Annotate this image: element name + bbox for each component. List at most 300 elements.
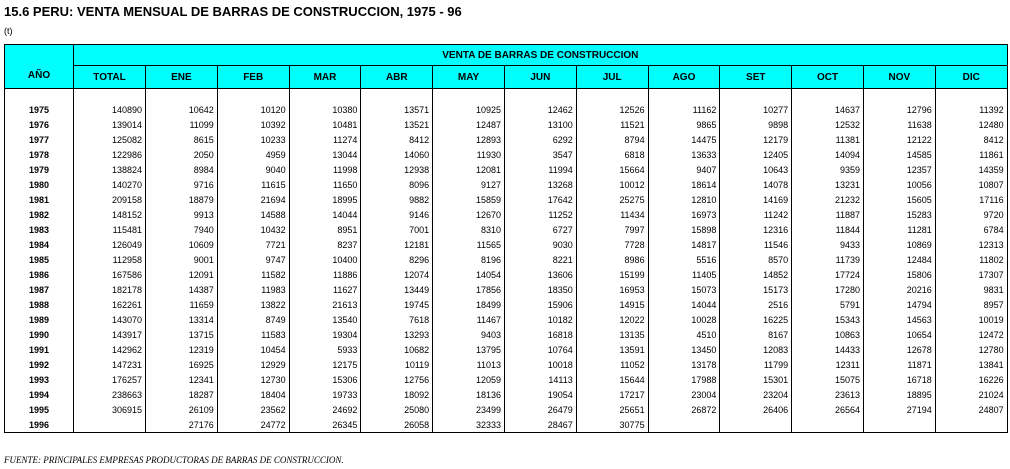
month-value-cell: 12341: [146, 372, 218, 387]
month-value-cell: 12780: [935, 342, 1007, 357]
total-cell: 162261: [74, 297, 146, 312]
month-value-cell: 17724: [792, 267, 864, 282]
month-value-cell: 11565: [433, 237, 505, 252]
month-value-cell: 17116: [935, 192, 1007, 207]
total-cell: 140270: [74, 177, 146, 192]
month-value-cell: 9913: [146, 207, 218, 222]
month-value-cell: 7728: [576, 237, 648, 252]
month-value-cell: 8794: [576, 132, 648, 147]
table-row: [5, 147, 1008, 162]
month-value-cell: 14044: [648, 297, 720, 312]
month-value-cell: 15283: [863, 207, 935, 222]
month-value-cell: 14169: [720, 192, 792, 207]
month-value-cell: 8412: [361, 132, 433, 147]
month-value-cell: 10609: [146, 237, 218, 252]
month-value-cell: 10018: [504, 357, 576, 372]
month-value-cell: 9127: [433, 177, 505, 192]
month-value-cell: 9898: [720, 117, 792, 132]
year-cell: 1988: [5, 297, 74, 312]
total-cell: 126049: [74, 237, 146, 252]
month-value-cell: 25651: [576, 402, 648, 417]
month-value-cell: 19733: [289, 387, 361, 402]
month-value-cell: 4510: [648, 327, 720, 342]
month-value-cell: 18404: [217, 387, 289, 402]
table-row: [5, 117, 1008, 132]
month-value-cell: 6727: [504, 222, 576, 237]
table-row: [5, 282, 1008, 297]
month-value-cell: 12091: [146, 267, 218, 282]
month-value-cell: 9720: [935, 207, 1007, 222]
month-value-cell: 24772: [217, 417, 289, 433]
total-cell: 122986: [74, 147, 146, 162]
table-row: [5, 402, 1008, 417]
month-value-cell: 12487: [433, 117, 505, 132]
month-value-cell: 23562: [217, 402, 289, 417]
total-cell: 306915: [74, 402, 146, 417]
month-value-cell: 19745: [361, 297, 433, 312]
month-value-cell: 14054: [433, 267, 505, 282]
month-value-cell: 10019: [935, 312, 1007, 327]
month-value-cell: 8296: [361, 252, 433, 267]
month-value-cell: 6292: [504, 132, 576, 147]
year-cell: 1995: [5, 402, 74, 417]
month-value-cell: 26872: [648, 402, 720, 417]
month-value-cell: 11659: [146, 297, 218, 312]
month-value-cell: 9865: [648, 117, 720, 132]
month-value-cell: 10432: [217, 222, 289, 237]
month-value-cell: 15859: [433, 192, 505, 207]
month-value-cell: 15306: [289, 372, 361, 387]
table-row: [5, 102, 1008, 117]
month-value-cell: 14563: [863, 312, 935, 327]
month-value-cell: 12179: [720, 132, 792, 147]
month-value-cell: 10233: [217, 132, 289, 147]
column-header-jun: JUN: [504, 66, 576, 89]
year-cell: 1982: [5, 207, 74, 222]
table-row: [5, 177, 1008, 192]
year-cell: 1975: [5, 102, 74, 117]
month-value-cell: 3547: [504, 147, 576, 162]
month-value-cell: 18879: [146, 192, 218, 207]
month-value-cell: 11930: [433, 147, 505, 162]
table-row: [5, 372, 1008, 387]
total-cell: 115481: [74, 222, 146, 237]
year-cell: 1980: [5, 177, 74, 192]
month-value-cell: 12405: [720, 147, 792, 162]
table-row: [5, 417, 1008, 433]
column-header-abr: ABR: [361, 66, 433, 89]
year-cell: 1991: [5, 342, 74, 357]
month-value-cell: 12357: [863, 162, 935, 177]
month-value-cell: 5933: [289, 342, 361, 357]
month-value-cell: 10028: [648, 312, 720, 327]
month-value-cell: 25080: [361, 402, 433, 417]
month-value-cell: 16973: [648, 207, 720, 222]
month-value-cell: 16925: [146, 357, 218, 372]
month-value-cell: 11052: [576, 357, 648, 372]
column-header-set: SET: [720, 66, 792, 89]
total-cell: 176257: [74, 372, 146, 387]
month-value-cell: 18995: [289, 192, 361, 207]
month-value-cell: 23613: [792, 387, 864, 402]
month-value-cell: 15664: [576, 162, 648, 177]
month-value-cell: 13715: [146, 327, 218, 342]
month-value-cell: 10643: [720, 162, 792, 177]
month-value-cell: 10642: [146, 102, 218, 117]
month-value-cell: 8615: [146, 132, 218, 147]
month-value-cell: 19054: [504, 387, 576, 402]
year-cell: 1989: [5, 312, 74, 327]
month-value-cell: 11434: [576, 207, 648, 222]
month-value-cell: 11405: [648, 267, 720, 282]
month-value-cell: 23499: [433, 402, 505, 417]
month-value-cell: 26109: [146, 402, 218, 417]
column-header-mar: MAR: [289, 66, 361, 89]
month-value-cell: 27194: [863, 402, 935, 417]
month-value-cell: 12074: [361, 267, 433, 282]
month-value-cell: 18499: [433, 297, 505, 312]
month-value-cell: 9747: [217, 252, 289, 267]
month-value-cell: 15343: [792, 312, 864, 327]
month-value-cell: 16953: [576, 282, 648, 297]
month-value-cell: 8310: [433, 222, 505, 237]
month-value-cell: 18287: [146, 387, 218, 402]
month-value-cell: 10119: [361, 357, 433, 372]
year-cell: 1976: [5, 117, 74, 132]
total-cell: 138824: [74, 162, 146, 177]
month-value-cell: 10764: [504, 342, 576, 357]
month-value-cell: 10454: [217, 342, 289, 357]
month-value-cell: 13633: [648, 147, 720, 162]
month-value-cell: 13231: [792, 177, 864, 192]
month-value-cell: 14588: [217, 207, 289, 222]
month-value-cell: 14585: [863, 147, 935, 162]
year-cell: 1985: [5, 252, 74, 267]
month-value-cell: 8984: [146, 162, 218, 177]
table-row: [5, 267, 1008, 282]
month-value-cell: 12893: [433, 132, 505, 147]
month-value-cell: 11242: [720, 207, 792, 222]
month-value-cell: 7997: [576, 222, 648, 237]
month-value-cell: 11615: [217, 177, 289, 192]
month-value-cell: 14475: [648, 132, 720, 147]
month-value-cell: 15075: [792, 372, 864, 387]
total-cell: 238663: [74, 387, 146, 402]
month-value-cell: 13100: [504, 117, 576, 132]
month-value-cell: 13571: [361, 102, 433, 117]
month-value-cell: 9001: [146, 252, 218, 267]
month-value-cell: 8957: [935, 297, 1007, 312]
month-value-cell: 18350: [504, 282, 576, 297]
total-cell: 125082: [74, 132, 146, 147]
month-value-cell: 2516: [720, 297, 792, 312]
month-value-cell: 10182: [504, 312, 576, 327]
month-value-cell: 17217: [576, 387, 648, 402]
year-cell: 1986: [5, 267, 74, 282]
month-value-cell: 14113: [504, 372, 576, 387]
table-row: [5, 312, 1008, 327]
month-value-cell: 28467: [504, 417, 576, 433]
month-value-cell: 13293: [361, 327, 433, 342]
month-value-cell: 5516: [648, 252, 720, 267]
month-value-cell: 12938: [361, 162, 433, 177]
month-value-cell: 8196: [433, 252, 505, 267]
total-cell: 182178: [74, 282, 146, 297]
month-value-cell: 6818: [576, 147, 648, 162]
month-value-cell: 11799: [720, 357, 792, 372]
month-value-cell: 18136: [433, 387, 505, 402]
month-value-cell: 12670: [433, 207, 505, 222]
total-cell: 139014: [74, 117, 146, 132]
month-value-cell: 9433: [792, 237, 864, 252]
month-value-cell: 14359: [935, 162, 1007, 177]
group-header: VENTA DE BARRAS DE CONSTRUCCION: [74, 45, 1008, 66]
month-value-cell: 13540: [289, 312, 361, 327]
month-value-cell: 15199: [576, 267, 648, 282]
month-value-cell: 11521: [576, 117, 648, 132]
month-value-cell: 11467: [433, 312, 505, 327]
table-row: [5, 252, 1008, 267]
month-value-cell: 27176: [146, 417, 218, 433]
table-row: [5, 207, 1008, 222]
column-header-ene: ENE: [146, 66, 218, 89]
total-cell: 143070: [74, 312, 146, 327]
month-value-cell: 10654: [863, 327, 935, 342]
month-value-cell: 9040: [217, 162, 289, 177]
month-value-cell: 9882: [361, 192, 433, 207]
month-value-cell: 10925: [433, 102, 505, 117]
month-value-cell: 11887: [792, 207, 864, 222]
month-value-cell: 6784: [935, 222, 1007, 237]
column-header-oct: OCT: [792, 66, 864, 89]
table-row: [5, 192, 1008, 207]
month-value-cell: 11583: [217, 327, 289, 342]
total-cell: 143917: [74, 327, 146, 342]
month-value-cell: 10277: [720, 102, 792, 117]
month-value-cell: 12175: [289, 357, 361, 372]
total-cell: 209158: [74, 192, 146, 207]
month-value-cell: 11281: [863, 222, 935, 237]
month-value-cell: 14794: [863, 297, 935, 312]
month-value-cell: 14637: [792, 102, 864, 117]
month-value-cell: 11638: [863, 117, 935, 132]
month-value-cell: 13268: [504, 177, 576, 192]
column-header-jul: JUL: [576, 66, 648, 89]
month-value-cell: 11381: [792, 132, 864, 147]
month-value-cell: 17988: [648, 372, 720, 387]
month-value-cell: 32333: [433, 417, 505, 433]
month-value-cell: [935, 417, 1007, 433]
month-value-cell: 10869: [863, 237, 935, 252]
month-value-cell: 12484: [863, 252, 935, 267]
year-cell: 1994: [5, 387, 74, 402]
month-value-cell: 18895: [863, 387, 935, 402]
month-value-cell: 11650: [289, 177, 361, 192]
month-value-cell: 14078: [720, 177, 792, 192]
month-value-cell: 11392: [935, 102, 1007, 117]
month-value-cell: 12122: [863, 132, 935, 147]
total-cell: 147231: [74, 357, 146, 372]
spacer-row: [5, 89, 1008, 103]
month-value-cell: 10120: [217, 102, 289, 117]
year-cell: 1983: [5, 222, 74, 237]
month-value-cell: 11861: [935, 147, 1007, 162]
table-row: [5, 387, 1008, 402]
month-value-cell: 7618: [361, 312, 433, 327]
total-cell: 112958: [74, 252, 146, 267]
month-value-cell: 11162: [648, 102, 720, 117]
month-value-cell: 13135: [576, 327, 648, 342]
month-value-cell: 12462: [504, 102, 576, 117]
month-value-cell: 15605: [863, 192, 935, 207]
column-header-feb: FEB: [217, 66, 289, 89]
month-value-cell: 11252: [504, 207, 576, 222]
month-value-cell: 13521: [361, 117, 433, 132]
source-note: FUENTE: PRINCIPALES EMPRESAS PRODUCTORAS DE BARRAS DE CONSTRUCCION.: [4, 455, 344, 465]
month-value-cell: 21232: [792, 192, 864, 207]
table-row: [5, 297, 1008, 312]
month-value-cell: 12730: [217, 372, 289, 387]
month-value-cell: 8237: [289, 237, 361, 252]
month-value-cell: 21694: [217, 192, 289, 207]
year-cell: 1987: [5, 282, 74, 297]
table-row: [5, 222, 1008, 237]
month-value-cell: 11886: [289, 267, 361, 282]
month-value-cell: 25275: [576, 192, 648, 207]
year-cell: 1990: [5, 327, 74, 342]
month-value-cell: 8749: [217, 312, 289, 327]
month-value-cell: [720, 417, 792, 433]
month-value-cell: 13178: [648, 357, 720, 372]
month-value-cell: 8221: [504, 252, 576, 267]
total-cell: 148152: [74, 207, 146, 222]
data-table-container: [4, 44, 1007, 433]
month-value-cell: 15806: [863, 267, 935, 282]
page-title: 15.6 PERU: VENTA MENSUAL DE BARRAS DE CONSTRUCCION, 1975 - 96: [4, 4, 462, 19]
month-value-cell: 13795: [433, 342, 505, 357]
month-value-cell: 13606: [504, 267, 576, 282]
month-value-cell: 9407: [648, 162, 720, 177]
month-value-cell: 18092: [361, 387, 433, 402]
month-value-cell: 9403: [433, 327, 505, 342]
table-row: [5, 342, 1008, 357]
month-value-cell: 26345: [289, 417, 361, 433]
month-value-cell: 12316: [720, 222, 792, 237]
month-value-cell: 11627: [289, 282, 361, 297]
month-value-cell: 21613: [289, 297, 361, 312]
month-value-cell: 12526: [576, 102, 648, 117]
month-value-cell: 15073: [648, 282, 720, 297]
month-value-cell: 10863: [792, 327, 864, 342]
total-cell: 140890: [74, 102, 146, 117]
month-value-cell: 26564: [792, 402, 864, 417]
month-value-cell: 12319: [146, 342, 218, 357]
month-value-cell: 17642: [504, 192, 576, 207]
month-value-cell: 11994: [504, 162, 576, 177]
month-value-cell: 10481: [289, 117, 361, 132]
unit-label: (t): [4, 26, 13, 36]
month-value-cell: 15644: [576, 372, 648, 387]
month-value-cell: [792, 417, 864, 433]
month-value-cell: 11802: [935, 252, 1007, 267]
year-cell: 1977: [5, 132, 74, 147]
table-row: [5, 237, 1008, 252]
month-value-cell: 12756: [361, 372, 433, 387]
month-value-cell: 15301: [720, 372, 792, 387]
month-value-cell: 14060: [361, 147, 433, 162]
total-cell: 167586: [74, 267, 146, 282]
month-value-cell: 16818: [504, 327, 576, 342]
month-value-cell: 12022: [576, 312, 648, 327]
month-value-cell: 12083: [720, 342, 792, 357]
column-header-may: MAY: [433, 66, 505, 89]
month-value-cell: 30775: [576, 417, 648, 433]
table-row: [5, 132, 1008, 147]
month-value-cell: 12313: [935, 237, 1007, 252]
month-value-cell: 2050: [146, 147, 218, 162]
month-value-cell: 11844: [792, 222, 864, 237]
total-cell: [74, 417, 146, 433]
month-value-cell: 21024: [935, 387, 1007, 402]
year-cell: 1978: [5, 147, 74, 162]
year-cell: 1992: [5, 357, 74, 372]
month-value-cell: 16225: [720, 312, 792, 327]
month-value-cell: 14433: [792, 342, 864, 357]
month-value-cell: 24692: [289, 402, 361, 417]
month-value-cell: 12472: [935, 327, 1007, 342]
year-cell: 1993: [5, 372, 74, 387]
month-value-cell: 14094: [792, 147, 864, 162]
column-header-dic: DIC: [935, 66, 1007, 89]
table-row: [5, 327, 1008, 342]
month-value-cell: 7940: [146, 222, 218, 237]
month-value-cell: 12532: [792, 117, 864, 132]
column-header-nov: NOV: [863, 66, 935, 89]
month-value-cell: 10380: [289, 102, 361, 117]
year-cell: 1979: [5, 162, 74, 177]
month-value-cell: 17307: [935, 267, 1007, 282]
month-value-cell: 17280: [792, 282, 864, 297]
month-value-cell: 26479: [504, 402, 576, 417]
column-header-ago: AGO: [648, 66, 720, 89]
month-value-cell: 16718: [863, 372, 935, 387]
month-value-cell: 8412: [935, 132, 1007, 147]
month-value-cell: 13841: [935, 357, 1007, 372]
month-value-cell: [863, 417, 935, 433]
month-value-cell: 10807: [935, 177, 1007, 192]
month-value-cell: 11099: [146, 117, 218, 132]
month-value-cell: 11274: [289, 132, 361, 147]
month-value-cell: 18614: [648, 177, 720, 192]
month-value-cell: 20216: [863, 282, 935, 297]
year-cell: 1996: [5, 417, 74, 433]
month-value-cell: 15898: [648, 222, 720, 237]
month-value-cell: 13450: [648, 342, 720, 357]
month-value-cell: 13314: [146, 312, 218, 327]
month-value-cell: 8167: [720, 327, 792, 342]
table-row: [5, 162, 1008, 177]
month-value-cell: 17856: [433, 282, 505, 297]
year-cell: 1984: [5, 237, 74, 252]
month-value-cell: 9030: [504, 237, 576, 252]
month-value-cell: 8570: [720, 252, 792, 267]
month-value-cell: 10392: [217, 117, 289, 132]
month-value-cell: 14817: [648, 237, 720, 252]
month-value-cell: 10012: [576, 177, 648, 192]
month-value-cell: 11582: [217, 267, 289, 282]
month-value-cell: 12480: [935, 117, 1007, 132]
month-value-cell: 4959: [217, 147, 289, 162]
